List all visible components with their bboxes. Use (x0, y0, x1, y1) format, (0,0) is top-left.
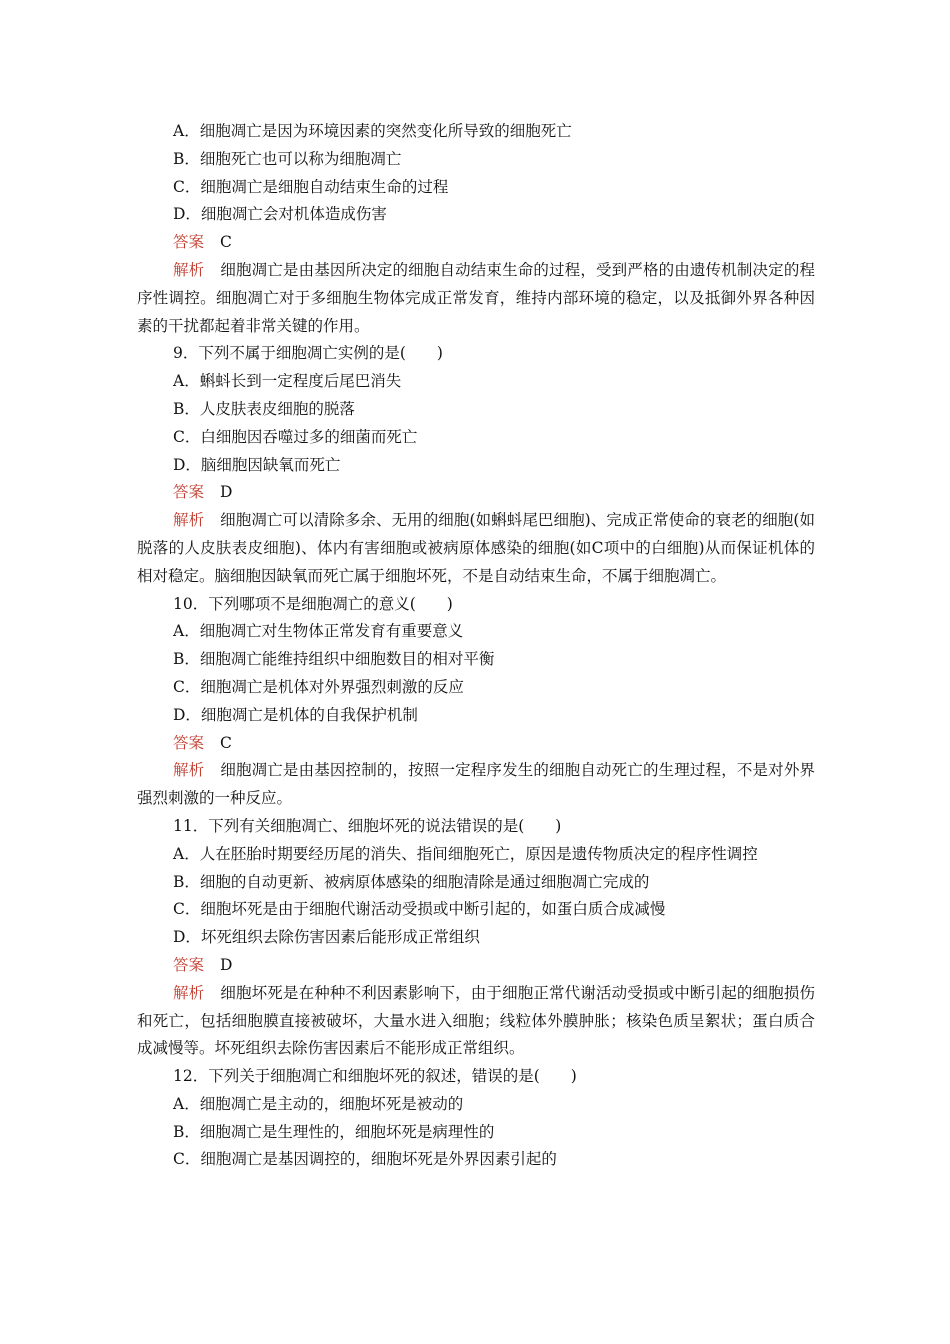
question-stem: 11．下列有关细胞凋亡、细胞坏死的说法错误的是( ) (173, 816, 562, 835)
analysis-label: 解析 (173, 260, 205, 279)
option-b: B．细胞死亡也可以称为细胞凋亡 (173, 149, 402, 168)
analysis-label: 解析 (173, 761, 205, 780)
analysis-text: 细胞坏死是在种种不利因素影响下，由于细胞正常代谢活动受损或中断引起的细胞损伤和死亡，包括细胞膜直接被破坏，大量水进入细胞；线粒体外膜肿胀；核染色质呈絮状；蛋白质合成减慢等。坏死组织去除伤害因素后不能形成正常组织。 (137, 983, 815, 1058)
question-8 (137, 118, 815, 340)
question-10 (137, 591, 815, 813)
question-9 (137, 340, 815, 590)
option-c: C．细胞凋亡是基因调控的，细胞坏死是外界因素引起的 (173, 1150, 557, 1169)
answer-value: D (220, 483, 233, 502)
option-b: B．细胞凋亡是生理性的，细胞坏死是病理性的 (173, 1122, 495, 1141)
option-c: C．白细胞因吞噬过多的细菌而死亡 (173, 427, 418, 446)
option-a: A．细胞凋亡是主动的，细胞坏死是被动的 (173, 1094, 464, 1113)
analysis-paragraph (137, 980, 815, 1063)
option-d: D．细胞凋亡是机体的自我保护机制 (173, 705, 418, 724)
question-stem: 9．下列不属于细胞凋亡实例的是( ) (173, 344, 443, 363)
option-a: A．细胞凋亡对生物体正常发育有重要意义 (173, 622, 464, 641)
answer-value: C (220, 733, 232, 752)
analysis-paragraph (137, 757, 815, 813)
question-12 (137, 1063, 815, 1174)
option-a: A．人在胚胎时期要经历尾的消失、指间细胞死亡，原因是遗传物质决定的程序性调控 (173, 844, 758, 863)
option-d: D．坏死组织去除伤害因素后能形成正常组织 (173, 928, 480, 947)
option-d: D．细胞凋亡会对机体造成伤害 (173, 205, 387, 224)
option-c: C．细胞坏死是由于细胞代谢活动受损或中断引起的，如蛋白质合成减慢 (173, 900, 666, 919)
answer-label: 答案 (173, 955, 205, 974)
answer-label: 答案 (173, 733, 205, 752)
answer-label: 答案 (173, 233, 205, 252)
answer-label: 答案 (173, 483, 205, 502)
analysis-paragraph (137, 257, 815, 340)
option-b: B．细胞凋亡能维持组织中细胞数目的相对平衡 (173, 650, 495, 669)
option-c: C．细胞凋亡是机体对外界强烈刺激的反应 (173, 677, 464, 696)
analysis-text: 细胞凋亡可以清除多余、无用的细胞(如蝌蚪尾巴细胞)、完成正常使命的衰老的细胞(如脱落的人皮肤表皮细胞)、体内有害细胞或被病原体感染的细胞(如C项中的白细胞)从而保证机体的相对稳定。脑细胞因缺氧而死亡属于细胞坏死，不是自动结束生命，不属于细胞凋亡。 (137, 511, 815, 585)
answer-line (137, 479, 815, 507)
answer-line (137, 730, 815, 758)
question-stem: 10．下列哪项不是细胞凋亡的意义( ) (173, 594, 453, 613)
option-a: A．细胞凋亡是因为环境因素的突然变化所导致的细胞死亡 (173, 122, 572, 140)
option-b: B．细胞的自动更新、被病原体感染的细胞清除是通过细胞凋亡完成的 (173, 872, 650, 891)
option-d: D．脑细胞因缺氧而死亡 (173, 455, 341, 474)
page-content (137, 118, 815, 1174)
analysis-label: 解析 (173, 983, 205, 1002)
analysis-text: 细胞凋亡是由基因所决定的细胞自动结束生命的过程，受到严格的由遗传机制决定的程序性调控。细胞凋亡对于多细胞生物体完成正常发育，维持内部环境的稳定，以及抵御外界各种因素的干扰都起着非常关键的作用。 (137, 260, 815, 335)
answer-value: C (220, 233, 232, 252)
analysis-paragraph (137, 507, 815, 590)
option-a: A．蝌蚪长到一定程度后尾巴消失 (173, 372, 402, 391)
option-b: B．人皮肤表皮细胞的脱落 (173, 399, 355, 418)
answer-value: D (220, 955, 233, 974)
analysis-text: 细胞凋亡是由基因控制的，按照一定程序发生的细胞自动死亡的生理过程，不是对外界强烈刺激的一种反应。 (137, 761, 815, 808)
answer-line (137, 229, 815, 257)
answer-line (137, 952, 815, 980)
analysis-label: 解析 (173, 511, 205, 530)
question-stem: 12．下列关于细胞凋亡和细胞坏死的叙述，错误的是( ) (173, 1067, 577, 1086)
question-11 (137, 813, 815, 1063)
option-c: C．细胞凋亡是细胞自动结束生命的过程 (173, 177, 449, 196)
